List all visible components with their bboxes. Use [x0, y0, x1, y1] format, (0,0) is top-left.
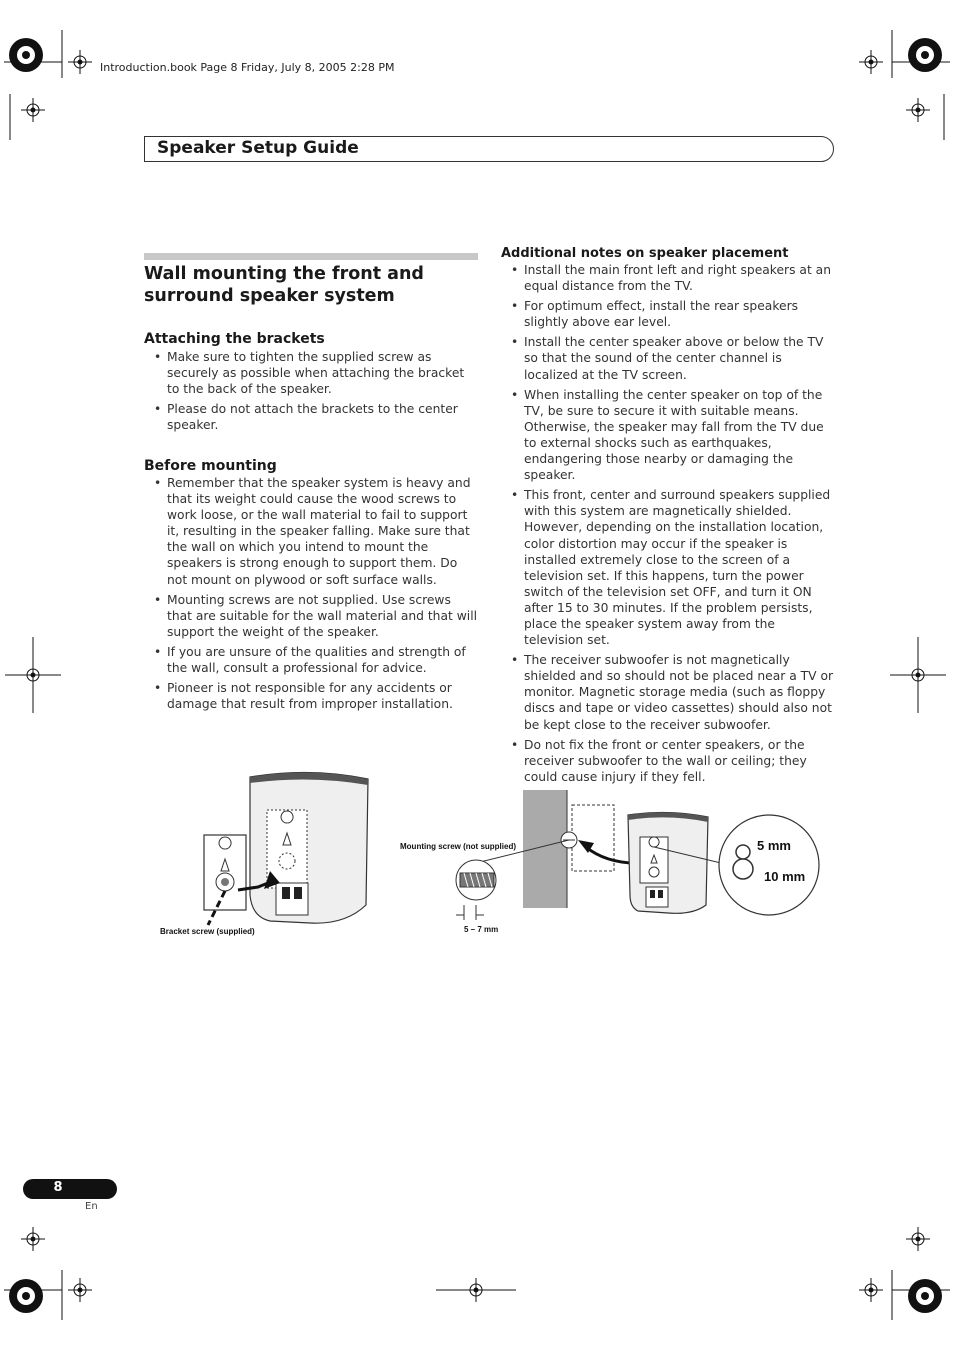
page-number: 8: [53, 1180, 63, 1195]
attaching-section: [144, 331, 478, 437]
list-item: • Install the center speaker above or below the TV so that the sound of the center channel is localized at the TV screen.: [501, 334, 835, 382]
placement-notes-section: [501, 246, 835, 789]
placement-heading: Additional notes on speaker placement: [501, 246, 789, 261]
list-item: • Do not fix the front or center speakers, or the receiver subwoofer to the wall or ceiling; they could cause injury if they fell.: [501, 737, 835, 785]
screw-gap-label: 5 – 7 mm: [464, 925, 499, 934]
list-item: • Please do not attach the brackets to the center speaker.: [144, 401, 478, 433]
before-section: [144, 458, 478, 716]
list-item: • The receiver subwoofer is not magnetically shielded and so should not be placed near a TV or monitor. Magnetic storage media (such as floppy discs and tape or video cassettes) should also not be kept close to the receiver subwoofer.: [501, 652, 835, 732]
list-item: • Remember that the speaker system is heavy and that its weight could cause the wood screws to work loose, or the wall material to fail to support it, resulting in the speaker falling. Make sure that the wall on which you intend to mount the speakers is strong enough to support them. Do not mount on plywood or soft surface walls.: [144, 475, 478, 588]
attaching-heading: Attaching the brackets: [144, 331, 325, 347]
placement-list: [501, 262, 835, 785]
list-item: • If you are unsure of the qualities and strength of the wall, consult a professional for advice.: [144, 644, 478, 676]
list-item: • Mounting screws are not supplied. Use screws that are suitable for the wall material and that will support the weight of the speaker.: [144, 592, 478, 640]
before-list: [144, 475, 478, 712]
bracket-attachment-illustration: [140, 765, 380, 945]
hole-small-label: 5 mm: [757, 838, 791, 853]
print-info: Introduction.book Page 8 Friday, July 8, 2005 2:28 PM: [100, 61, 395, 74]
attaching-list: [144, 349, 478, 433]
bracket-screw-label: Bracket screw (supplied): [160, 927, 255, 936]
before-heading: Before mounting: [144, 458, 277, 474]
section-rule: [144, 253, 478, 260]
mounting-screw-label: Mounting screw (not supplied): [400, 842, 516, 851]
list-item: • Pioneer is not responsible for any accidents or damage that result from improper installation.: [144, 680, 478, 712]
page-language: En: [85, 1201, 98, 1212]
hole-large-label: 10 mm: [764, 869, 806, 884]
page-header-title: Speaker Setup Guide: [157, 138, 359, 158]
list-item: • For optimum effect, install the rear speakers slightly above ear level.: [501, 298, 835, 330]
section-title: Wall mounting the front and surround speaker system: [144, 264, 424, 306]
list-item: • When installing the center speaker on top of the TV, be sure to secure it with suitable means. Otherwise, the speaker may fall from the TV due to external shocks such as earthquakes, endangering those nearby or damaging the speaker.: [501, 387, 835, 484]
list-item: • This front, center and surround speakers supplied with this system are magnetically shielded. However, depending on the installation location, color distortion may occur if the speaker is installed extremely close to the screen of a television set. If this happens, turn the power switch of the television set OFF, and turn it ON after 15 to 30 minutes. If the problem persists, place the speaker system away from the television set.: [501, 487, 835, 648]
wall-mounting-illustration: [398, 785, 828, 935]
list-item: • Make sure to tighten the supplied screw as securely as possible when attaching the bracket to the back of the speaker.: [144, 349, 478, 397]
list-item: • Install the main front left and right speakers at an equal distance from the TV.: [501, 262, 835, 294]
